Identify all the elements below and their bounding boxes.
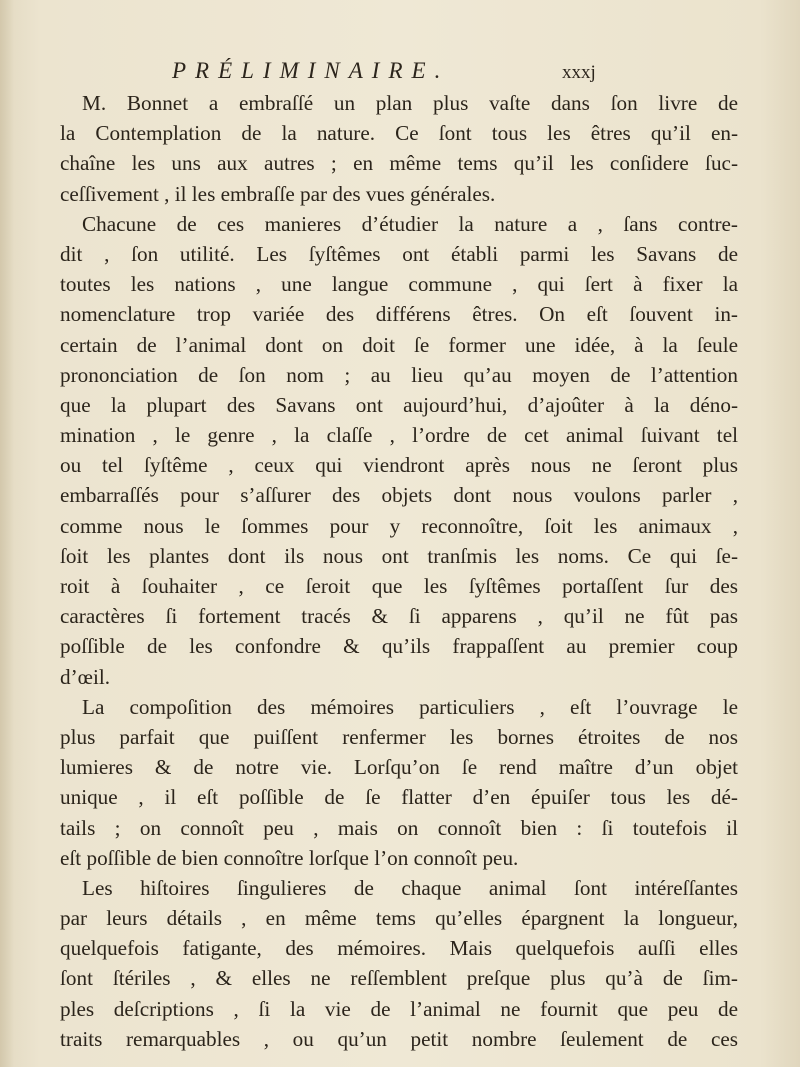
running-title: PRÉLIMINAIRE. [172, 58, 450, 83]
text-line: embarraſſés pour s’aſſurer des objets dont nous voulons parler , [60, 483, 738, 508]
text-line: La compoſition des mémoires particuliers , eſt l’ouvrage le [82, 694, 738, 719]
text-line: roit à ſouhaiter , ce ſeroit que les ſyſtêmes portaſſent ſur des [60, 574, 738, 598]
text-line: comme nous le ſommes pour y reconnoître, ſoit les animaux , [60, 513, 738, 538]
text-line: unique , il eſt poſſible de ſe flatter d’en épuiſer tous les dé- [60, 785, 738, 810]
text-line: traits remarquables , ou qu’un petit nombre ſeulement de ces [60, 1026, 738, 1051]
text-line: plus parfait que puiſſent renfermer les bornes étroites de nos [60, 724, 738, 749]
text-line: mination , le genre , la claſſe , l’ordre de cet animal ſuivant tel [60, 423, 738, 448]
text-line: lumieres & de notre vie. Lorſqu’on ſe rend maître d’un objet [60, 755, 738, 780]
text-line: certain de l’animal dont on doit ſe former une idée, à la ſeule [60, 332, 738, 357]
text-line: ples deſcriptions , ſi la vie de l’animal ne fournit que peu de [60, 996, 738, 1021]
text-line: quelquefois fatigante, des mémoires. Mais quelquefois auſſi elles [60, 936, 738, 961]
text-line: eſt poſſible de bien connoître lorſque l’on connoît peu. [60, 845, 519, 870]
text-line: caractères ſi fortement tracés & ſi apparens , qu’il ne fût pas [60, 604, 738, 629]
text-line: toutes les nations , une langue commune , qui ſert à fixer la [60, 272, 738, 297]
text-line: chaîne les uns aux autres ; en même tems qu’il les conſidere ſuc- [60, 151, 738, 176]
page-gutter-shadow [0, 0, 14, 1067]
page-number: xxxj [562, 62, 596, 83]
text-line: poſſible de les confondre & qu’ils frappaſſent au premier coup [60, 634, 738, 659]
text-line: prononciation de ſon nom ; au lieu qu’au moyen de l’attention [60, 362, 738, 387]
text-line: dit , ſon utilité. Les ſyſtêmes ont établi parmi les Savans de [60, 241, 738, 266]
text-line: que la plupart des Savans ont aujourd’hui, d’ajoûter à la déno- [60, 392, 738, 417]
body-text [60, 88, 738, 1054]
text-line: ſont ſtériles , & elles ne reſſemblent preſque plus qu’à de ſim- [60, 966, 738, 991]
text-line: tails ; on connoît peu , mais on connoît bien : ſi toutefois il [60, 815, 738, 840]
text-line: ou tel ſyſtême , ceux qui viendront après nous ne ſeront plus [60, 453, 738, 478]
text-line: ceſſivement , il les embraſſe par des vues générales. [60, 181, 496, 206]
text-line: par leurs détails , en même tems qu’elles épargnent la longueur, [60, 906, 738, 931]
text-line: d’œil. [60, 664, 111, 689]
text-line: la Contemplation de la nature. Ce ſont tous les êtres qu’il en- [60, 121, 738, 146]
text-line: nomenclature trop variée des différens êtres. On eſt ſouvent in- [60, 302, 738, 327]
text-line: Les hiſtoires ſingulieres de chaque animal ſont intéreſſantes [82, 875, 738, 900]
text-line: M. Bonnet a embraſſé un plan plus vaſte dans ſon livre de [82, 91, 738, 115]
text-line: Chacune de ces manieres d’étudier la nature a , ſans contre- [82, 211, 738, 236]
text-line: ſoit les plantes dont ils nous ont tranſmis les noms. Ce qui ſe- [60, 543, 738, 568]
